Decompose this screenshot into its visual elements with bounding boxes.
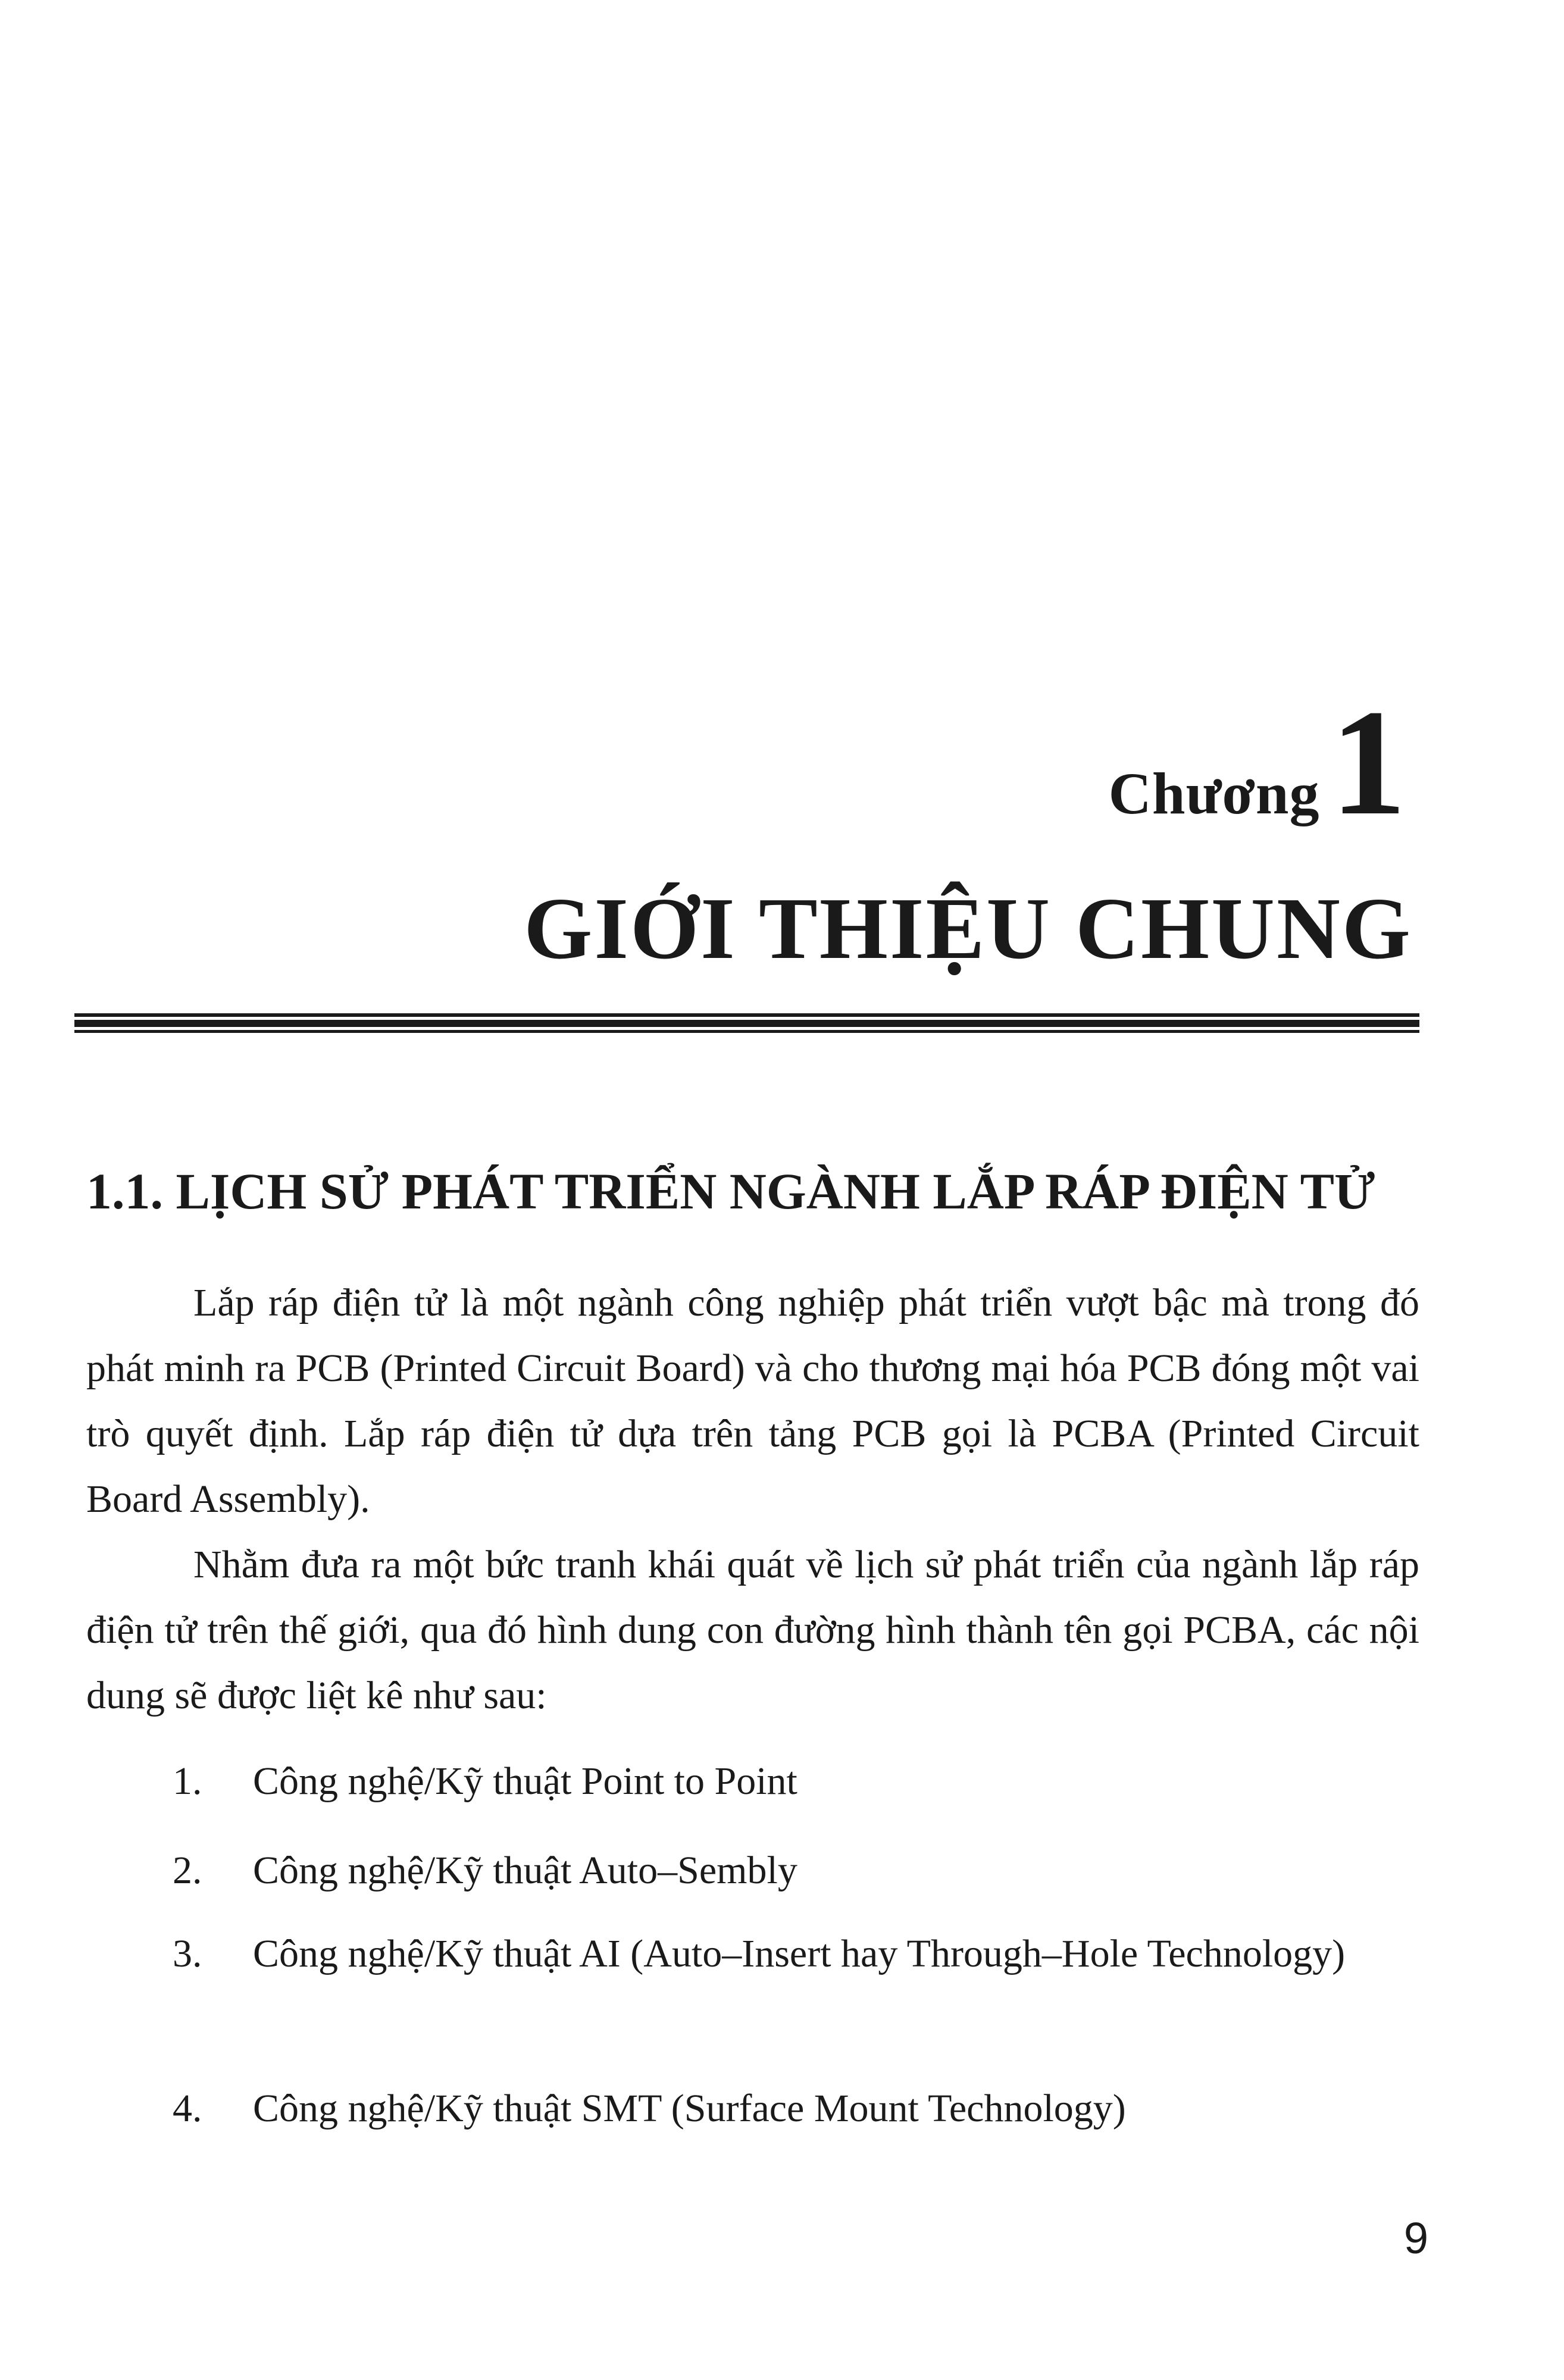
divider-rule-bottom (74, 1030, 1419, 1033)
list-item (173, 2074, 1428, 2144)
list-item-text: Công nghệ/Kỹ thuật Auto–Sembly (253, 1849, 797, 1892)
chapter-heading (1108, 679, 1406, 847)
list-item (173, 1836, 1428, 1906)
paragraph-intro: Lắp ráp điện tử là một ngành công nghiệp phát triển vượt bậc mà trong đó phát minh ra PCB (Printed Circuit Board) và cho thương mại hóa PCB đóng một vai trò quyết định. Lắp ráp điện tử dựa trên tảng PCB gọi là PCBA (Printed Circuit Board Assembly). (86, 1281, 1419, 1521)
list-item (173, 1746, 1428, 1817)
list-item (173, 1919, 1428, 1989)
divider-rule-top (74, 1013, 1419, 1017)
chapter-title: GIỚI THIỆU CHUNG (524, 880, 1412, 978)
list-item-text: Công nghệ/Kỹ thuật Point to Point (253, 1759, 797, 1803)
section-heading: 1.1. LỊCH SỬ PHÁT TRIỂN NGÀNH LẮP RÁP ĐIỆN TỬ (86, 1163, 1375, 1220)
list-item-text: Công nghệ/Kỹ thuật AI (Auto–Insert hay Through–Hole Technology) (253, 1932, 1346, 1975)
chapter-number: 1 (1330, 679, 1406, 847)
list-item-number: 2. (173, 1849, 202, 1892)
list-item-number: 1. (173, 1759, 202, 1803)
chapter-label: Chương (1108, 760, 1320, 826)
list-item-number: 3. (173, 1932, 202, 1975)
paragraph-overview: Nhằm đưa ra một bức tranh khái quát về lịch sử phát triển của ngành lắp ráp điện tử trên thế giới, qua đó hình dung con đường hình thành tên gọi PCBA, các nội dung sẽ được liệt kê như sau: (86, 1543, 1419, 1717)
list-item-text: Công nghệ/Kỹ thuật SMT (Surface Mount Technology) (253, 2087, 1126, 2130)
page-number: 9 (1403, 2213, 1428, 2263)
divider-rule-middle (74, 1020, 1419, 1027)
list-item-number: 4. (173, 2087, 202, 2130)
